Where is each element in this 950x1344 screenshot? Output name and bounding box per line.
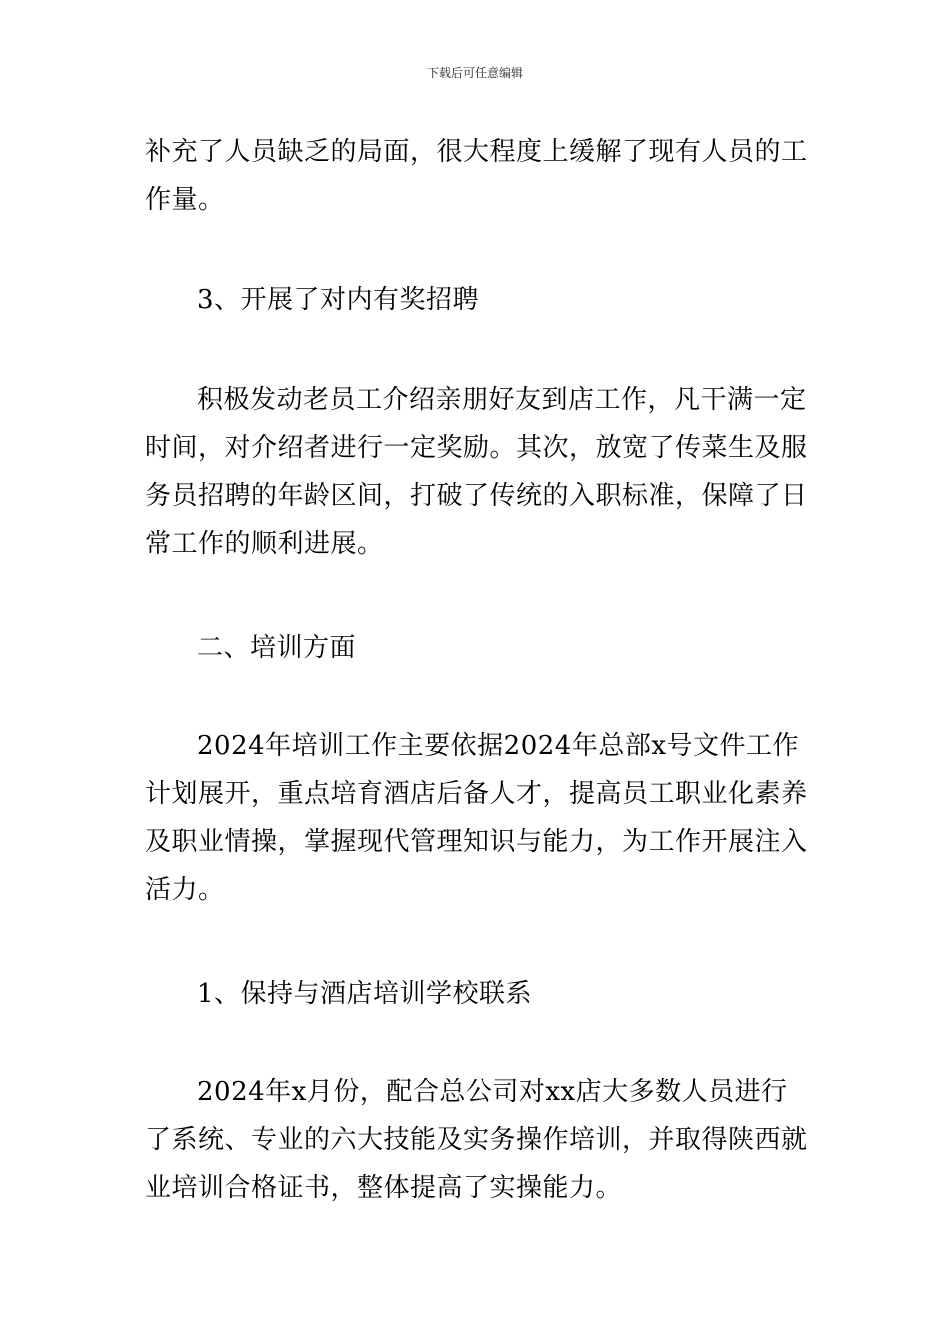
page-header-note: 下载后可任意编辑	[426, 66, 523, 80]
paragraph-continuation: 补充了人员缺乏的局面，很大程度上缓解了现有人员的工作量。	[145, 137, 808, 215]
subheading-internal-recruitment: 3、开展了对内有奖招聘	[197, 285, 480, 315]
paragraph-training-results: 2024年x月份，配合总公司对xx店大多数人员进行了系统、专业的六大技能及实务操作培训，并取得陕西就业培训合格证书，整体提高了实操能力。	[145, 1077, 808, 1203]
paragraph-referral-recruitment: 积极发动老员工介绍亲朋好友到店工作，凡干满一定时间，对介绍者进行一定奖励。其次，放宽了传菜生及服务员招聘的年龄区间，打破了传统的入职标准，保障了日常工作的顺利进展。	[145, 385, 808, 559]
subheading-school-contact: 1、保持与酒店培训学校联系	[197, 979, 533, 1009]
section-heading-training: 二、培训方面	[197, 633, 357, 663]
paragraph-training-plan: 2024年培训工作主要依据2024年总部x号文件工作计划展开，重点培育酒店后备人才，提高员工职业化素养及职业情操，掌握现代管理知识与能力，为工作开展注入活力。	[145, 731, 808, 905]
